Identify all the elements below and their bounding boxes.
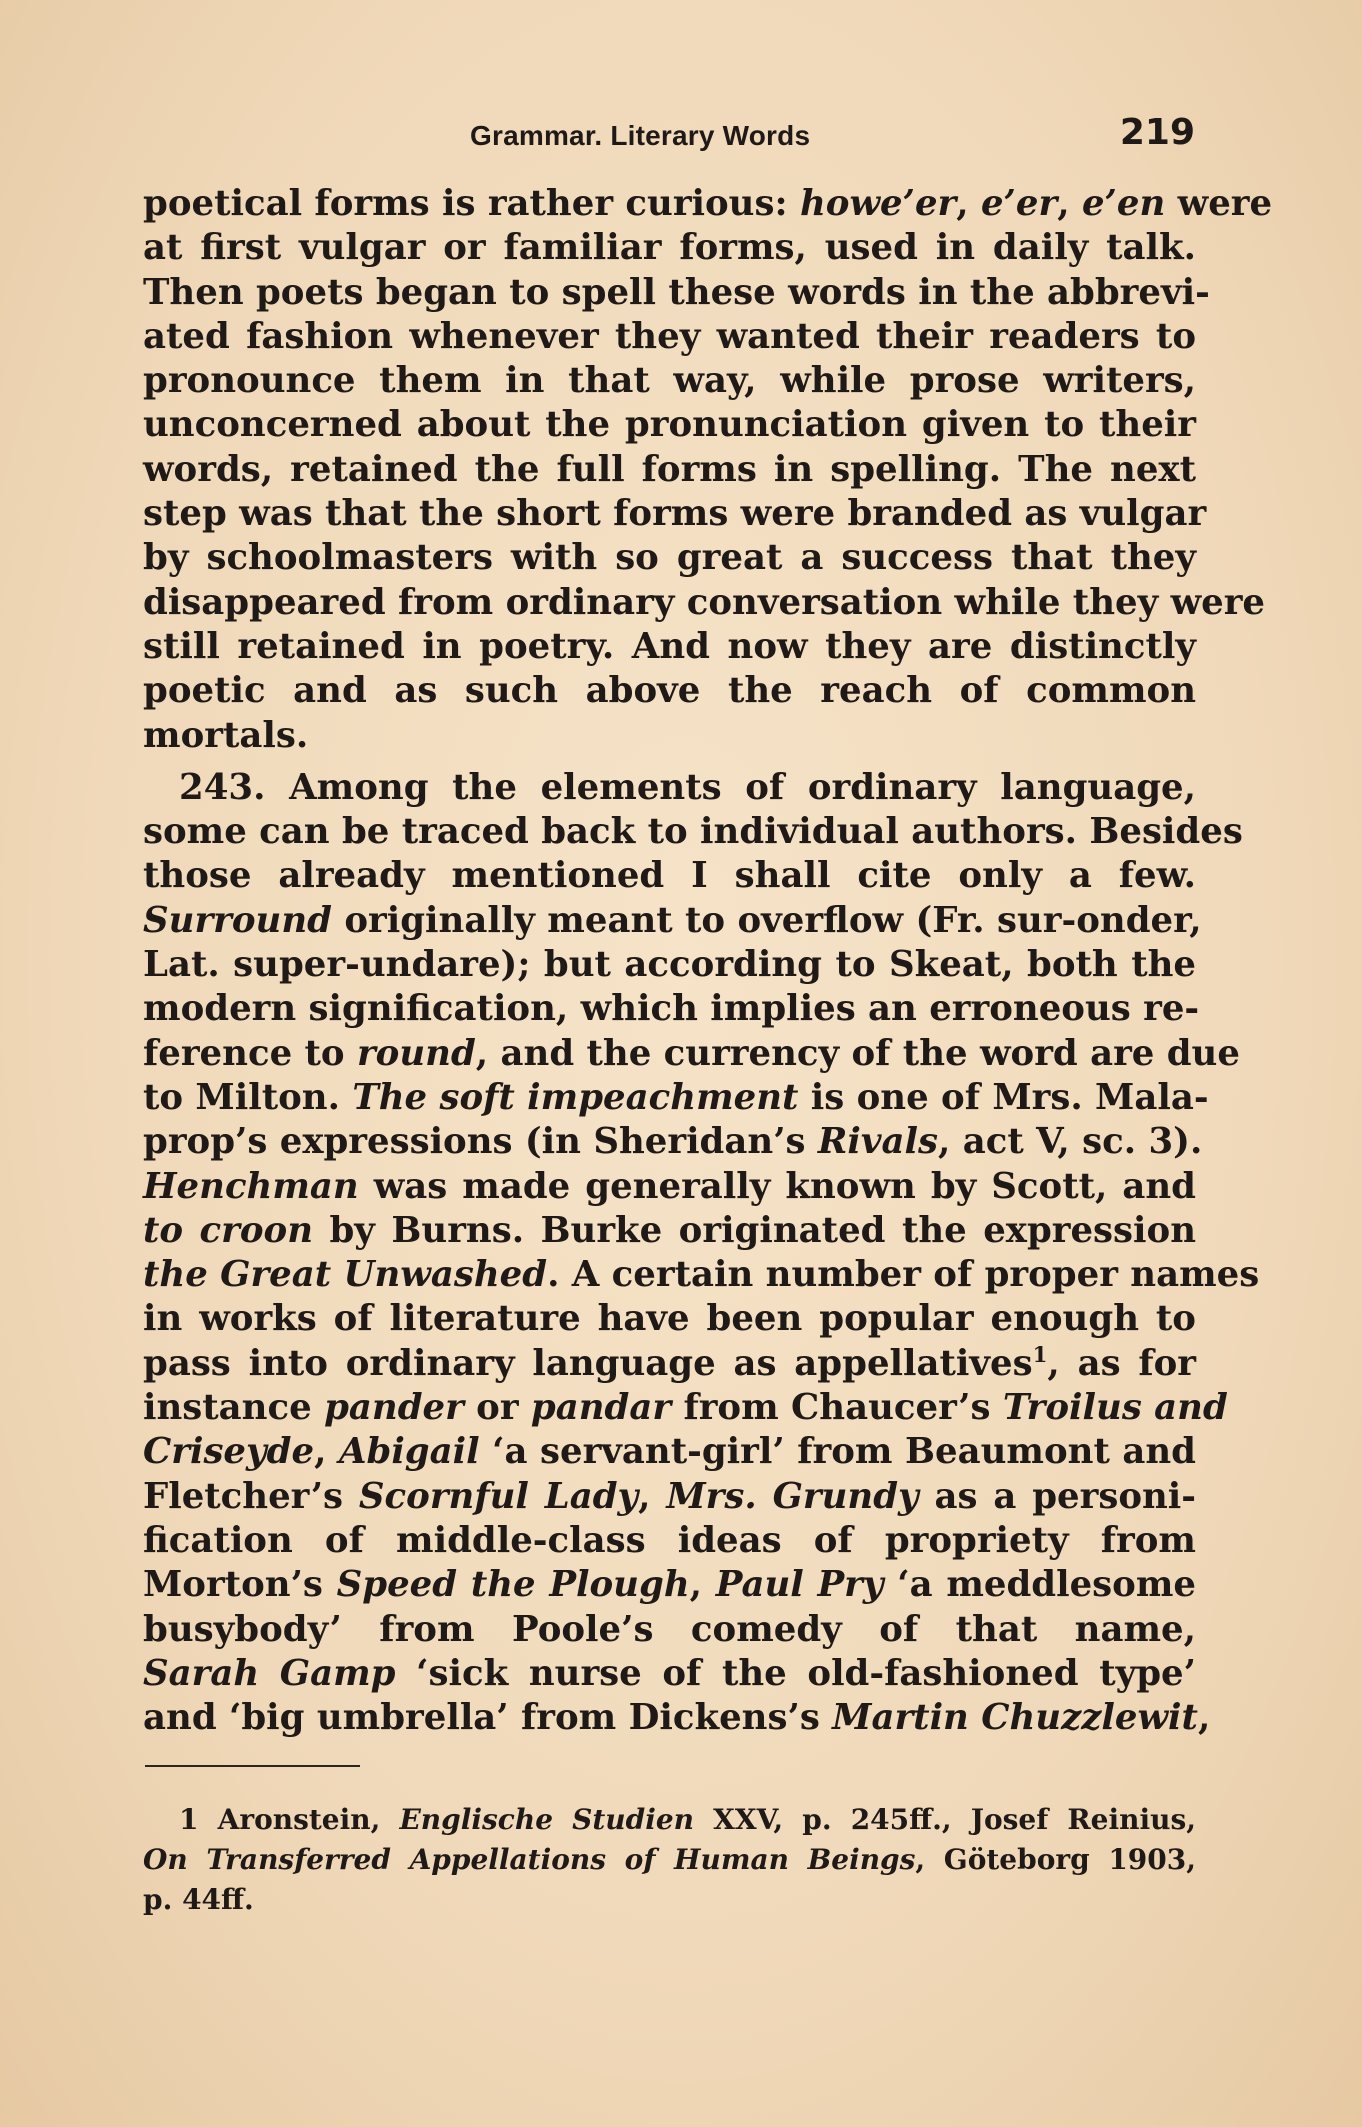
footnote bbox=[143, 1800, 1196, 1920]
page-header bbox=[145, 112, 1195, 162]
text-line: in works of literature have been popular enough to bbox=[143, 1298, 1196, 1340]
text-line: prop’s expressions (in Sheridan’s Rivals, act V, sc. 3). bbox=[143, 1121, 1203, 1163]
text-line: Lat. super-undare); but according to Skeat, both the bbox=[143, 944, 1196, 986]
footnote-line: On Transferred Appellations of Human Beings, Göteborg 1903, bbox=[143, 1843, 1197, 1876]
footnote-rule bbox=[145, 1765, 360, 1767]
text-line: instance pander or pandar from Chaucer’s Troilus and bbox=[143, 1387, 1228, 1429]
text-line: unconcerned about the pronunciation given to their bbox=[143, 404, 1196, 446]
text-line: modern signification, which implies an erroneous re- bbox=[143, 988, 1200, 1030]
text-line: still retained in poetry. And now they are distinctly bbox=[143, 625, 1196, 667]
page-number: 219 bbox=[1119, 112, 1195, 153]
text-line: words, retained the full forms in spelling. The next bbox=[143, 448, 1196, 490]
text-line: Morton’s Speed the Plough, Paul Pry ‘a meddlesome bbox=[143, 1564, 1196, 1606]
text-line: mortals. bbox=[143, 714, 309, 756]
footnote-line: 1 Aronstein, Englische Studien XXV, p. 245ff., Josef Reinius, bbox=[179, 1803, 1196, 1836]
text-line: those already mentioned I shall cite only a few. bbox=[143, 855, 1196, 897]
text-line: Then poets began to spell these words in the abbrevi- bbox=[143, 271, 1210, 313]
text-line: Fletcher’s Scornful Lady, Mrs. Grundy as a personi- bbox=[143, 1475, 1197, 1517]
text-line: and ‘big umbrella’ from Dickens’s Martin Chuzzlewit, bbox=[143, 1697, 1211, 1739]
text-line: busybody’ from Poole’s comedy of that name, bbox=[143, 1608, 1196, 1650]
text-line: the Great Unwashed. A certain number of proper names bbox=[143, 1254, 1260, 1296]
text-line: Surround originally meant to overflow (Fr. sur-onder, bbox=[143, 899, 1202, 941]
paragraph-1 bbox=[143, 182, 1273, 758]
text-line: pass into ordinary language as appellatives$^1$, as for bbox=[143, 1342, 1197, 1384]
text-line: fication of middle-class ideas of propriety from bbox=[143, 1519, 1196, 1561]
text-line: 243. Among the elements of ordinary language, bbox=[179, 766, 1196, 808]
footnote-marker: 1 bbox=[1032, 1342, 1048, 1368]
section-number: 243. bbox=[179, 766, 266, 808]
running-head: Grammar. Literary Words bbox=[470, 120, 811, 151]
text-line: at first vulgar or familiar forms, used in daily talk. bbox=[143, 227, 1196, 269]
paragraph-243 bbox=[143, 766, 1260, 1741]
text-line: disappeared from ordinary conversation while they were bbox=[143, 581, 1266, 623]
text-line: ated fashion whenever they wanted their readers to bbox=[143, 315, 1196, 357]
text-line: some can be traced back to individual authors. Besides bbox=[143, 811, 1243, 853]
text-line: to Milton. The soft impeachment is one of Mrs. Mala- bbox=[143, 1076, 1209, 1118]
footnote-line: p. 44ff. bbox=[143, 1883, 254, 1916]
text-line: step was that the short forms were branded as vulgar bbox=[143, 493, 1207, 535]
text-line: ference to round, and the currency of the word are due bbox=[143, 1032, 1240, 1074]
text-line: poetical forms is rather curious: howe’er, e’er, e’en were bbox=[143, 183, 1273, 224]
text-line: Henchman was made generally known by Scott, and bbox=[143, 1165, 1196, 1207]
body-text bbox=[143, 182, 1273, 1740]
text-line: poetic and as such above the reach of common bbox=[143, 670, 1196, 712]
text-line: pronounce them in that way, while prose writers, bbox=[143, 360, 1196, 402]
text-line: to croon by Burns. Burke originated the expression bbox=[143, 1209, 1196, 1251]
text-line: Sarah Gamp ‘sick nurse of the old-fashioned type’ bbox=[143, 1652, 1196, 1694]
text-line: by schoolmasters with so great a success that they bbox=[143, 537, 1196, 579]
text-line: Criseyde, Abigail ‘a servant-girl’ from Beaumont and bbox=[143, 1431, 1196, 1473]
